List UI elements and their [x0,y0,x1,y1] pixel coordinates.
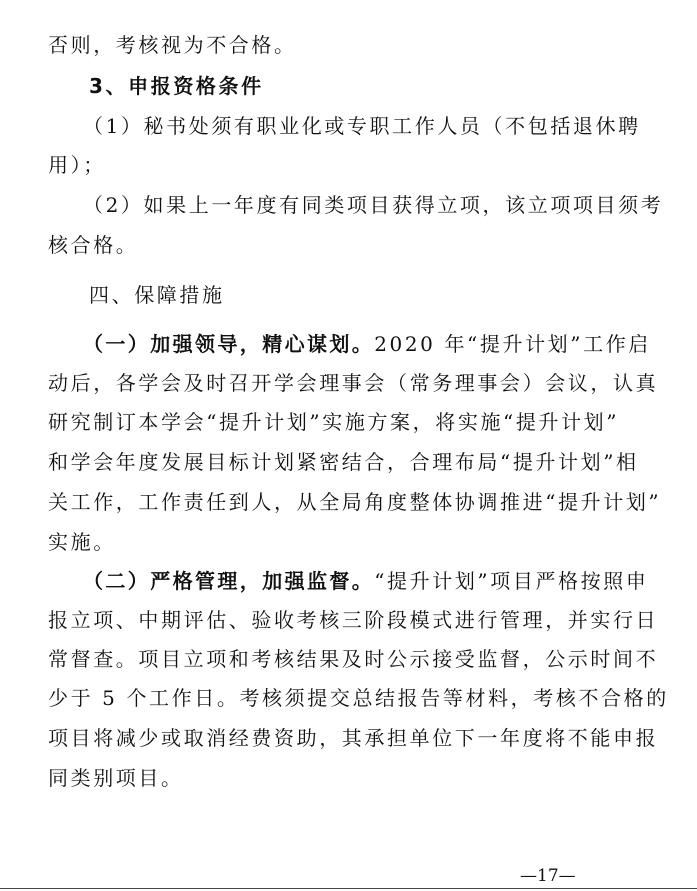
paragraph-1-line-4: 和学会年度发展目标计划紧密结合，合理布局“提升计划”相 [48,450,639,474]
text-line-1: 否则，考核视为不合格。 [48,33,297,57]
paragraph-2-line-5: 项目将减少或取消经费资助，其承担单位下一年度将不能申报 [48,726,659,750]
paragraph-2-lead: （二）严格管理，加强监督。 [83,569,375,593]
paragraph-2-line-6: 同类别项目。 [48,766,184,790]
paragraph-2-line-2: 报立项、中期评估、验收考核三阶段模式进行管理，并实行日 [48,608,659,632]
paragraph-1-line-6: 实施。 [48,530,116,554]
paragraph-2-line-4: 少于 5 个工作日。考核须提交总结报告等材料，考核不合格的 [48,686,669,710]
section-heading-safeguards: 四、保障措施 [89,283,225,307]
paragraph-1-line-3: 研究制订本学会“提升计划”实施方案，将实施“提升计划” [48,410,620,434]
paragraph-2-line-3: 常督查。项目立项和考核结果及时公示接受监督，公示时间不 [48,647,659,671]
section-heading-eligibility: 3、申报资格条件 [89,74,264,98]
paragraph-1-text: 2020 年“提升计划”工作启 [374,332,651,356]
text-line-3: （1）秘书处须有职业化或专职工作人员（不包括退休聘 [83,114,641,138]
page-number: —17— [520,866,576,886]
text-line-5: （2）如果上一年度有同类项目获得立项，该立项项目须考 [83,193,664,217]
paragraph-2-text: “提升计划”项目严格按照申 [374,569,649,593]
paragraph-2-line-1 [83,569,648,593]
paragraph-1-lead: （一）加强领导，精心谋划。 [83,332,375,356]
paragraph-1-line-5: 关工作，工作责任到人，从全局角度整体协调推进“提升计划” [48,490,662,514]
text-line-6: 核合格。 [48,233,139,257]
text-line-4: 用）； [48,153,106,177]
paragraph-1-line-2: 动后，各学会及时召开学会理事会（常务理事会）会议，认真 [48,371,659,395]
bottom-divider [0,888,697,889]
paragraph-1-line-1 [83,332,651,356]
